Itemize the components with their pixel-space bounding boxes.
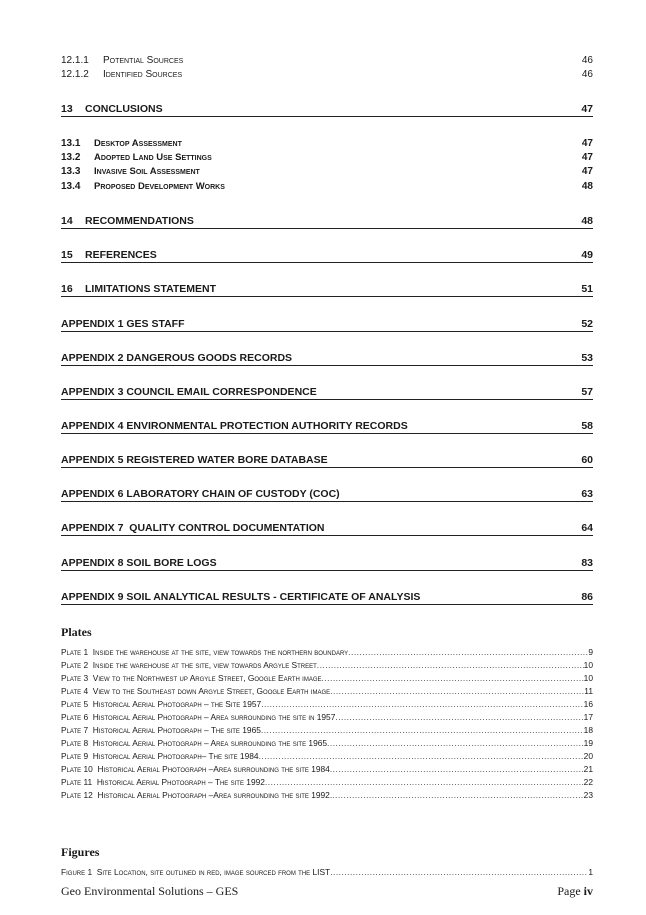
toc-appendix-page: 52 xyxy=(581,318,593,330)
toc-appendix-title: APPENDIX 2 DANGEROUS GOODS RECORDS xyxy=(61,352,293,364)
toc-appendix-page: 83 xyxy=(581,557,593,569)
plate-title: Plate 4 View to the Southeast down Argyle Street, Google Earth image xyxy=(61,686,331,696)
toc-entry-13-1[interactable] xyxy=(61,138,593,149)
toc-entry-page: 46 xyxy=(581,69,593,80)
plate-page: 17 xyxy=(583,712,593,722)
plate-page: 20 xyxy=(583,751,593,761)
toc-entry-12-1-1[interactable] xyxy=(61,55,593,66)
toc-entry-page: 47 xyxy=(581,138,593,149)
toc-entry-page: 46 xyxy=(581,55,593,66)
figure-title: Figure 1 Site Location, site outlined in red, image sourced from the LIST xyxy=(61,867,331,877)
toc-section-title: REFERENCES xyxy=(85,249,157,261)
toc-appendix-2[interactable] xyxy=(61,352,593,366)
plate-entry[interactable] xyxy=(61,725,593,735)
plate-title: Plate 3 View to the Northwest up Argyle Street, Google Earth image xyxy=(61,673,322,683)
toc-appendix-7[interactable] xyxy=(61,522,593,536)
dot-leader xyxy=(327,738,584,748)
toc-appendix-page: 57 xyxy=(581,386,593,398)
plate-entry[interactable] xyxy=(61,712,593,722)
footer-page-number xyxy=(557,884,593,899)
toc-appendix-title: APPENDIX 9 SOIL ANALYTICAL RESULTS - CERTIFICATE OF ANALYSIS xyxy=(61,591,421,603)
plate-page: 18 xyxy=(583,725,593,735)
toc-appendix-title: APPENDIX 1 GES STAFF xyxy=(61,318,185,330)
toc-appendix-title: APPENDIX 7 QUALITY CONTROL DOCUMENTATION xyxy=(61,522,325,534)
toc-entry-title: Identified Sources xyxy=(103,69,183,80)
plate-title: Plate 12 Historical Aerial Photograph –Area surrounding the site 1992. xyxy=(61,790,333,800)
plate-entry[interactable] xyxy=(61,686,593,696)
plate-page: 11 xyxy=(584,686,593,696)
toc-appendix-9[interactable] xyxy=(61,591,593,605)
toc-appendix-6[interactable] xyxy=(61,488,593,502)
toc-section-number: 16 xyxy=(61,283,73,295)
toc-section-page: 48 xyxy=(581,215,593,227)
plate-title: Plate 5 Historical Aerial Photograph – the Site 1957 xyxy=(61,699,262,709)
dot-leader xyxy=(335,712,583,722)
plate-entry[interactable] xyxy=(61,660,593,670)
dot-leader xyxy=(330,764,584,774)
plate-title: Plate 1 Inside the warehouse at the site, view towards the northern boundary xyxy=(61,647,349,657)
plate-page: 10 xyxy=(583,673,593,683)
toc-appendix-title: APPENDIX 4 ENVIRONMENTAL PROTECTION AUTHORITY RECORDS xyxy=(61,420,408,432)
plate-page: 23 xyxy=(583,790,593,800)
toc-entry-13-2[interactable] xyxy=(61,152,593,163)
plate-entry[interactable] xyxy=(61,647,593,657)
dot-leader xyxy=(265,777,584,787)
plate-page: 9 xyxy=(588,647,593,657)
toc-entry-number: 12.1.1 xyxy=(61,55,89,66)
toc-section-16[interactable] xyxy=(61,283,593,297)
plate-entry[interactable] xyxy=(61,738,593,748)
toc-entry-number: 13.4 xyxy=(61,181,81,192)
plate-title: Plate 9 Historical Aerial Photograph– The site 1984 xyxy=(61,751,259,761)
plate-entry[interactable] xyxy=(61,673,593,683)
plate-title: Plate 7 Historical Aerial Photograph – The site 1965 xyxy=(61,725,261,735)
footer-page-value: iv xyxy=(583,884,593,898)
plates-heading: Plates xyxy=(61,625,92,639)
plate-title: Plate 8 Historical Aerial Photograph – Area surrounding the site 1965 xyxy=(61,738,328,748)
plate-title: Plate 6 Historical Aerial Photograph – Area surrounding the site in 1957 xyxy=(61,712,336,722)
plate-entry[interactable] xyxy=(61,790,593,800)
toc-entry-number: 13.1 xyxy=(61,138,81,149)
toc-appendix-page: 60 xyxy=(581,454,593,466)
plate-page: 19 xyxy=(583,738,593,748)
toc-section-number: 14 xyxy=(61,215,73,227)
toc-section-page: 49 xyxy=(581,249,593,261)
toc-section-title: RECOMMENDATIONS xyxy=(85,215,194,227)
plate-page: 22 xyxy=(583,777,593,787)
plate-page: 10 xyxy=(583,660,593,670)
toc-entry-title: Proposed Development Works xyxy=(94,181,225,192)
toc-appendix-4[interactable] xyxy=(61,420,593,434)
figures-heading: Figures xyxy=(61,845,100,859)
dot-leader xyxy=(259,751,584,761)
toc-entry-title: Potential Sources xyxy=(103,55,184,66)
toc-appendix-5[interactable] xyxy=(61,454,593,468)
toc-section-14[interactable] xyxy=(61,215,593,229)
page-footer xyxy=(61,884,593,899)
plate-title: Plate 11 Historical Aerial Photograph – The site 1992 xyxy=(61,777,265,787)
toc-entry-13-3[interactable] xyxy=(61,166,593,177)
toc-section-15[interactable] xyxy=(61,249,593,263)
toc-appendix-page: 58 xyxy=(581,420,593,432)
toc-entry-page: 47 xyxy=(581,152,593,163)
toc-appendix-page: 63 xyxy=(581,488,593,500)
toc-entry-title: Invasive Soil Assessment xyxy=(94,166,200,177)
toc-appendix-page: 86 xyxy=(581,591,593,603)
toc-entry-page: 48 xyxy=(581,181,593,192)
toc-section-page: 47 xyxy=(581,103,593,115)
dot-leader xyxy=(330,867,588,877)
footer-company: Geo Environmental Solutions – GES xyxy=(61,884,239,898)
dot-leader xyxy=(261,725,584,735)
toc-entry-page: 47 xyxy=(581,166,593,177)
dot-leader xyxy=(261,699,583,709)
toc-entry-12-1-2[interactable] xyxy=(61,69,593,80)
dot-leader xyxy=(322,673,584,683)
figure-page: 1 xyxy=(588,867,593,877)
dot-leader xyxy=(317,660,584,670)
plate-entry[interactable] xyxy=(61,699,593,709)
toc-section-title: LIMITATIONS STATEMENT xyxy=(85,283,217,295)
toc-entry-title: Adopted Land Use Settings xyxy=(94,152,212,163)
plate-title: Plate 2 Inside the warehouse at the site, view towards Argyle Street xyxy=(61,660,317,670)
toc-appendix-title: APPENDIX 5 REGISTERED WATER BORE DATABASE xyxy=(61,454,328,466)
toc-entry-title: Desktop Assessment xyxy=(94,138,182,149)
toc-entry-number: 12.1.2 xyxy=(61,69,89,80)
plate-entry[interactable] xyxy=(61,751,593,761)
toc-entry-number: 13.2 xyxy=(61,152,81,163)
plate-page: 16 xyxy=(583,699,593,709)
footer-page-label: Page xyxy=(557,884,581,898)
toc-appendix-title: APPENDIX 3 COUNCIL EMAIL CORRESPONDENCE xyxy=(61,386,317,398)
toc-appendix-8[interactable] xyxy=(61,557,593,571)
figure-entry[interactable] xyxy=(61,867,593,877)
dot-leader xyxy=(332,790,584,800)
dot-leader xyxy=(330,686,584,696)
toc-appendix-1[interactable] xyxy=(61,318,593,332)
toc-appendix-page: 53 xyxy=(581,352,593,364)
toc-appendix-3[interactable] xyxy=(61,386,593,400)
toc-section-page: 51 xyxy=(581,283,593,295)
toc-section-number: 15 xyxy=(61,249,73,261)
toc-section-title: CONCLUSIONS xyxy=(85,103,163,115)
toc-appendix-page: 64 xyxy=(581,522,593,534)
toc-entry-13-4[interactable] xyxy=(61,181,593,192)
toc-appendix-title: APPENDIX 6 LABORATORY CHAIN OF CUSTODY (COC) xyxy=(61,488,340,500)
toc-appendix-title: APPENDIX 8 SOIL BORE LOGS xyxy=(61,557,217,569)
plate-entry[interactable] xyxy=(61,764,593,774)
toc-section-13[interactable] xyxy=(61,103,593,117)
toc-entry-number: 13.3 xyxy=(61,166,81,177)
plate-title: Plate 10 Historical Aerial Photograph –Area surrounding the site 1984 xyxy=(61,764,330,774)
toc-section-number: 13 xyxy=(61,103,73,115)
plate-entry[interactable] xyxy=(61,777,593,787)
plate-page: 21 xyxy=(583,764,593,774)
dot-leader xyxy=(348,647,588,657)
